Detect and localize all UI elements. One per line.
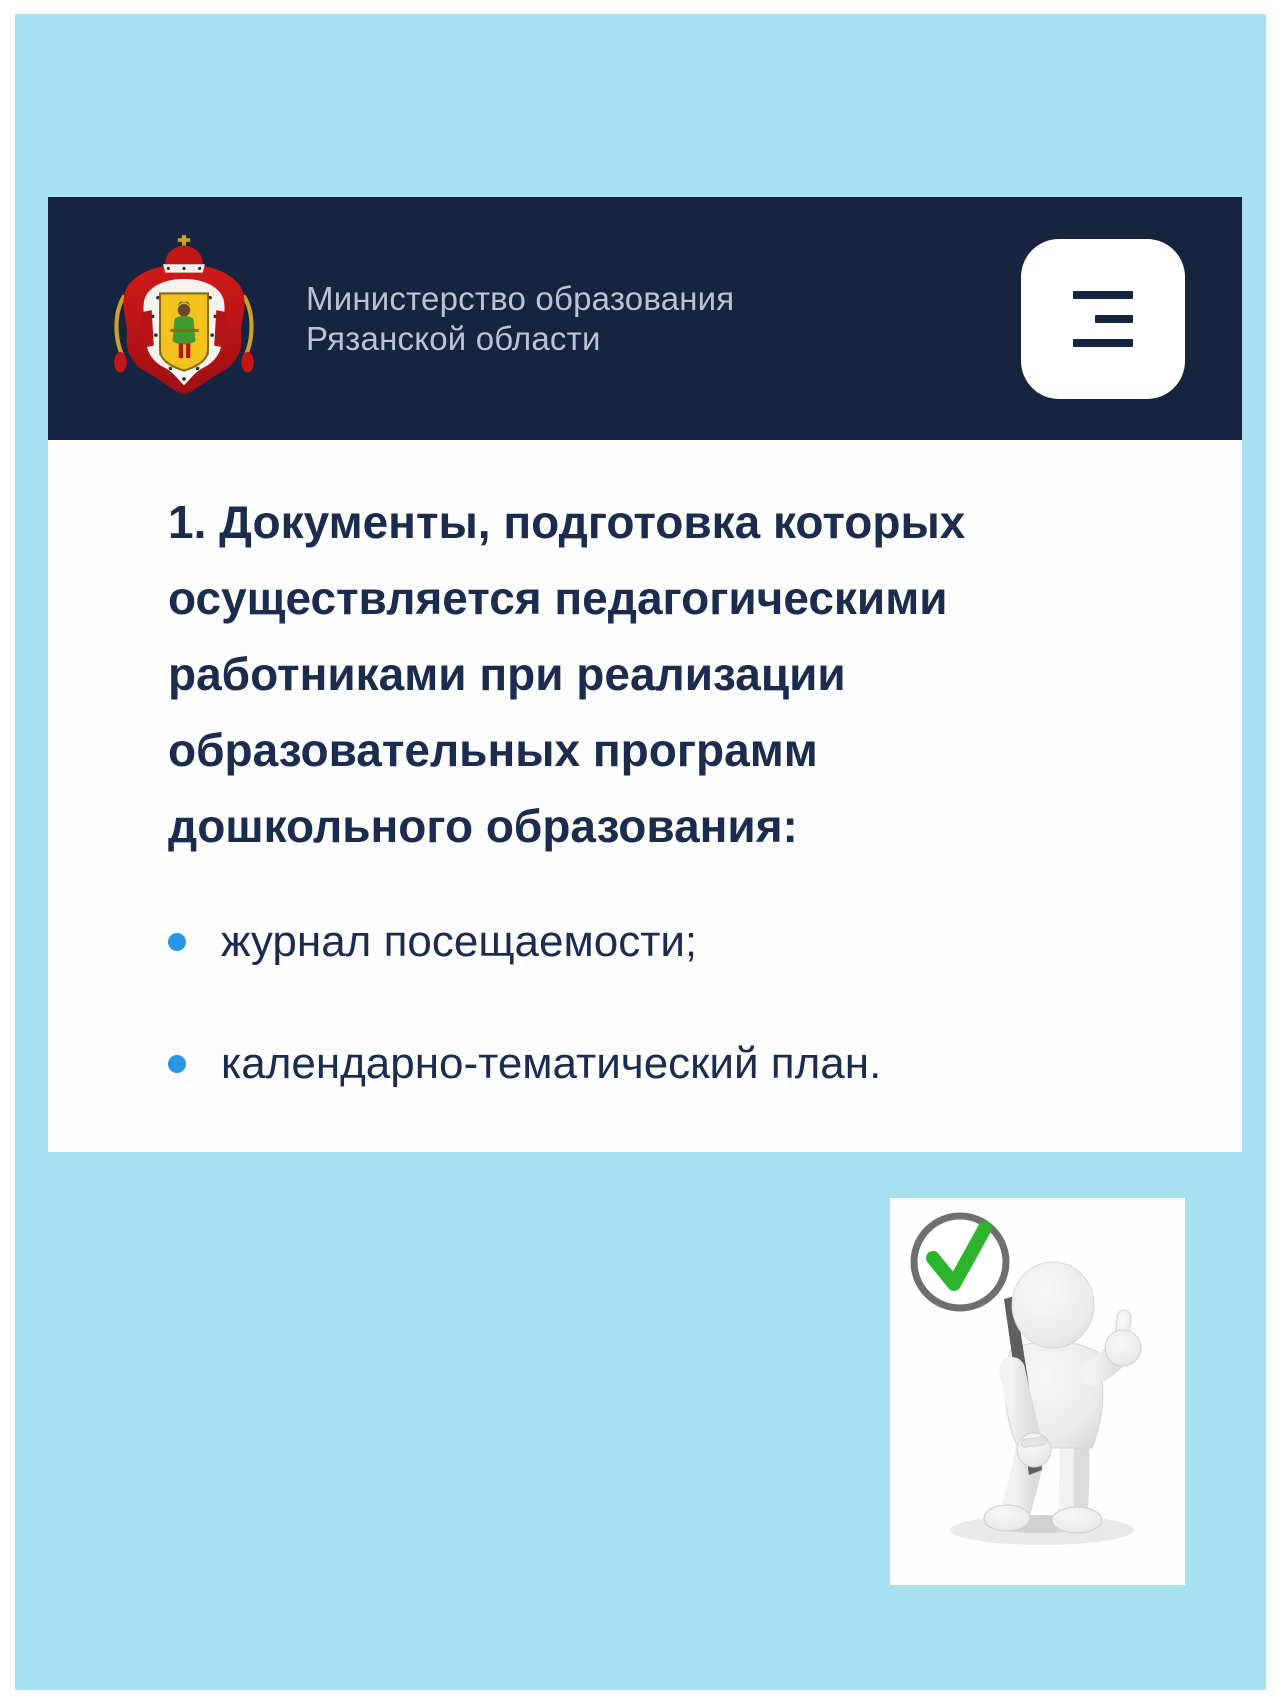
list-item (168, 916, 1172, 968)
list-item-text: календарно-тематический план. (221, 1039, 882, 1088)
menu-button[interactable] (1021, 239, 1185, 399)
list-item (168, 1038, 1172, 1090)
heading-line: работниками при реализации (168, 648, 846, 700)
page-heading (168, 484, 1028, 864)
ministry-title (306, 279, 734, 359)
list-item-text: журнал посещаемости; (221, 917, 698, 966)
thumbs-up-hand (1105, 1330, 1141, 1366)
bullet-dot-icon (168, 1055, 186, 1073)
content-card (48, 440, 1242, 1152)
heading-line: 1. Документы, подготовка которых (168, 496, 966, 548)
figure-with-checkmark-illustration (890, 1198, 1185, 1585)
illustration-card (890, 1198, 1185, 1585)
ryazan-coat-of-arms-icon (100, 233, 268, 405)
heading-line: дошкольного образования: (168, 800, 798, 852)
figure-head (1012, 1262, 1094, 1348)
site-header (48, 197, 1242, 440)
heading-line: образовательных программ (168, 724, 818, 776)
ministry-title-line2: Рязанской области (306, 319, 601, 357)
heading-line: осуществляется педагогическими (168, 572, 948, 624)
ministry-title-line1: Министерство образования (306, 279, 735, 317)
bullet-dot-icon (168, 933, 186, 951)
hamburger-icon (1073, 291, 1133, 347)
document-list (168, 916, 1172, 1090)
website-screenshot (48, 197, 1242, 1152)
